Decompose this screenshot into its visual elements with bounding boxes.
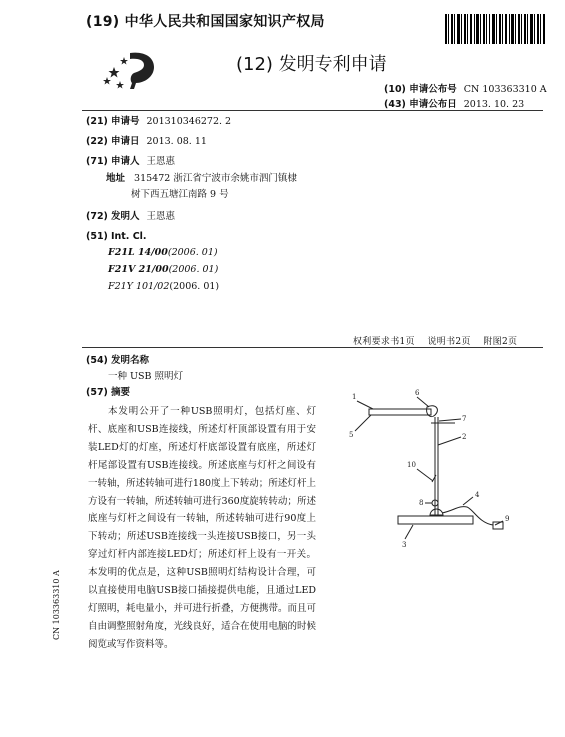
invention-title: 一种 USB 照明灯 — [108, 371, 184, 382]
applicant-field: (71) 申请人 王恩惠 — [86, 156, 175, 167]
publication-number-row — [384, 81, 547, 95]
ipc-class-2: F21V 21/00(2006. 01) — [108, 264, 219, 275]
applicant-value: 王恩惠 — [146, 156, 175, 167]
address-field: 地址 315472 浙江省宁波市余姚市泗门镇棣 — [106, 173, 297, 184]
cnipa-emblem-icon — [100, 45, 162, 95]
mid-divider — [82, 347, 543, 348]
fig-label-7: 7 — [462, 415, 467, 423]
fig-label-8: 8 — [419, 499, 424, 507]
ipc-class-1: F21L 14/00(2006. 01) — [108, 247, 218, 258]
pub-date-label: (43) 申请公布日 — [384, 99, 457, 110]
abstract-text: 本发明公开了一种USB照明灯，包括灯座、灯杆、底座和USB连接线，所述灯杆顶部设置有用于安装LED灯的灯座，所述灯杆底部设置有底座，所述灯杆尾部设置有USB连接线。所述底座与灯杆之间设有一转轴，所述转轴可进行180度上下转动；所述灯杆上方设有一转轴，所述转轴可进行360度旋转转动；所述底座与灯杆之间设有一转轴，所述转轴可进行90度上下转动；所述USB连接线一头连接USB接口，另一头穿过灯杆内部连接LED灯；所述灯杆上设有一开关。本发明的优点是，这种USB照明灯结构设计合理，可以直接使用电脑USB接口插接提供电能，且通过LED灯照明，耗电量小，并可进行折叠，方便携带。而且可自由调整照射角度，光线良好，适合在使用电脑的时候阅览或写作资料等。 — [88, 406, 317, 650]
fig-label-4: 4 — [475, 491, 480, 499]
fig-label-1: 1 — [352, 393, 357, 401]
document-type-title: (12) 发明专利申请 — [236, 54, 387, 75]
pub-no-label: (10) 申请公布号 — [384, 84, 457, 95]
fig-label-9: 9 — [505, 515, 510, 523]
page-count-info: 权利要求书1页 说明书2页 附图2页 — [353, 337, 518, 347]
application-date-field: (22) 申请日 2013. 08. 11 — [86, 136, 207, 147]
fig-label-3: 3 — [402, 541, 407, 549]
application-number-value: 201310346272. 2 — [146, 116, 232, 127]
inventor-value: 王恩惠 — [146, 211, 175, 222]
inventor-field: (72) 发明人 王恩惠 — [86, 211, 175, 222]
lamp-figure — [335, 385, 550, 555]
base — [398, 516, 473, 524]
fig-label-2: 2 — [462, 433, 467, 441]
ipc-class-3: F21Y 101/02(2006. 01) — [108, 281, 220, 292]
header-divider — [82, 110, 543, 111]
publication-date-row — [384, 96, 524, 110]
application-date-value: 2013. 08. 11 — [146, 136, 207, 147]
address-line-2: 树下西五塘江南路 9 号 — [131, 189, 229, 200]
side-publication-id: CN 103363310 A — [52, 570, 61, 640]
office-name: (19) 中华人民共和国国家知识产权局 — [86, 14, 325, 30]
top-joint — [427, 406, 438, 417]
fig-label-5: 5 — [349, 431, 354, 439]
barcode — [445, 14, 545, 44]
application-number-field: (21) 申请号 201310346272. 2 — [86, 116, 232, 127]
int-cl-field: (51) Int. Cl. — [86, 231, 147, 242]
pub-date-value: 2013. 10. 23 — [463, 99, 525, 110]
fig-label-6: 6 — [415, 389, 420, 397]
fig-label-10: 10 — [407, 461, 416, 469]
abstract-heading: (57) 摘要 — [86, 387, 130, 398]
address-line-1: 315472 浙江省宁波市余姚市泗门镇棣 — [134, 173, 297, 184]
lamp-head — [369, 409, 431, 415]
invention-title-heading: (54) 发明名称 — [86, 355, 149, 366]
pub-no-value: CN 103363310 A — [463, 84, 547, 95]
